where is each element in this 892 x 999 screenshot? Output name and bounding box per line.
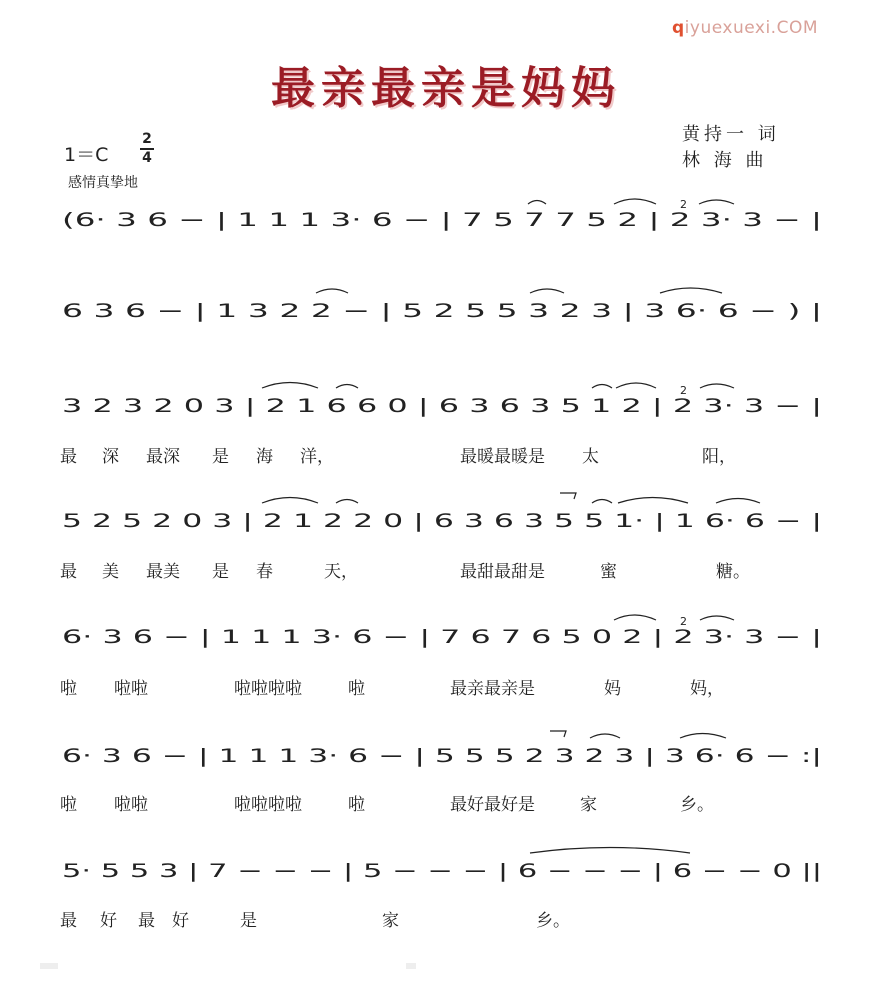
lyricist: 黄持一 词 (682, 124, 780, 145)
lyric-syllable: 最亲最亲是 (450, 679, 535, 699)
slur (262, 383, 318, 389)
tempo-marking: 感情真挚地 (68, 175, 138, 191)
composer: 林 海 曲 (682, 150, 768, 171)
lyric-syllable: 最深 (146, 447, 180, 467)
lyric-syllable: 最暖最暖是 (460, 447, 545, 467)
slur (660, 288, 722, 293)
lyric-syllable: 家 (580, 795, 597, 815)
slur (262, 498, 318, 504)
lyric-syllable: 好 (172, 911, 189, 931)
slur (592, 500, 612, 504)
song-title: 最亲最亲是妈妈 (271, 63, 621, 114)
slur (614, 199, 656, 204)
slur (618, 498, 688, 504)
score-row-2: 6 3 6 − | 1 3 2 2 − | 5 2 5 5 3 2 3 | 3 6· 6 − ) | (62, 300, 822, 322)
lyric-syllable: 最 (60, 562, 77, 582)
slur (700, 616, 734, 620)
lyric-syllable: 最甜最甜是 (460, 562, 545, 582)
score-row-4: 5 2 5 2 0 3 | 2 1 2 2 0 | 6 3 6 3 5 5 1· | 1 6· 6 − | (62, 510, 822, 532)
lyric-syllable: 太 (582, 447, 599, 467)
lyric-syllable: 乡。 (680, 795, 714, 815)
time-numerator: 2 (142, 131, 152, 147)
slur (616, 383, 656, 388)
grace-note: 2 (680, 384, 687, 397)
score-row-6: 6· 3 6 − | 1 1 1 3· 6 − | 5 5 5 2 3 2 3 | 3 6· 6 − :| (62, 745, 822, 767)
lyric-syllable: 啦啦啦啦 (234, 795, 302, 815)
lyric-syllable: 妈， (690, 679, 724, 699)
slur (699, 200, 734, 204)
lyric-syllable: 乡。 (536, 911, 570, 931)
slur (530, 848, 690, 854)
lyric-syllable: 春 (256, 562, 273, 582)
slur (530, 289, 564, 293)
score-row-1: (6· 3 6 − | 1 1 1 3· 6 − | 7 5 7 7 5 2 | 2 3· 3 − | (62, 209, 822, 231)
breath-arrow (550, 731, 566, 737)
score-row-7: 5· 5 5 3 | 7 − − − | 5 − − − | 6 − − − | 6 − − 0 || (62, 860, 822, 882)
slur (336, 500, 358, 504)
lyric-syllable: 最好最好是 (450, 795, 535, 815)
site-watermark: qiyuexuexi.COM (672, 18, 818, 38)
lyric-syllable: 啦啦啦啦 (234, 679, 302, 699)
lyric-syllable: 家 (382, 911, 399, 931)
time-denominator: 4 (142, 149, 152, 166)
lyric-syllable: 洋， (300, 447, 334, 467)
lyric-syllable: 啦 (60, 679, 77, 699)
lyric-syllable: 最 (60, 911, 77, 931)
lyric-syllable: 天， (324, 562, 358, 582)
lyric-syllable: 好 (100, 911, 117, 931)
lyric-syllable: 深 (102, 447, 119, 467)
slur (336, 385, 358, 389)
slur (680, 734, 726, 739)
slur (716, 499, 760, 504)
lyric-syllable: 海 (256, 447, 273, 467)
scan-smudge (406, 963, 416, 969)
lyric-syllable: 啦啦 (114, 795, 148, 815)
breath-arrow (560, 493, 576, 499)
slur (592, 385, 612, 389)
lyric-syllable: 是 (240, 911, 257, 931)
lyric-syllable: 最 (138, 911, 155, 931)
score-row-3: 3 2 3 2 0 3 | 2 1 6 6 0 | 6 3 6 3 5 1 2 | 2 3· 3 − | (62, 395, 822, 417)
grace-note: 2 (680, 198, 687, 211)
slur (316, 289, 348, 293)
score-row-5: 6· 3 6 − | 1 1 1 3· 6 − | 7 6 7 6 5 0 2 | 2 3· 3 − | (62, 626, 822, 648)
lyric-syllable: 糖。 (716, 562, 750, 582)
lyric-syllable: 妈 (604, 679, 621, 699)
lyric-syllable: 啦 (348, 679, 365, 699)
grace-note: 2 (680, 615, 687, 628)
lyric-syllable: 是 (212, 562, 229, 582)
lyric-syllable: 是 (212, 447, 229, 467)
slur (528, 201, 546, 205)
lyric-syllable: 最美 (146, 562, 180, 582)
lyric-syllable: 美 (102, 562, 119, 582)
slur (590, 734, 620, 738)
key-signature: 1＝C (64, 144, 109, 166)
scan-smudge (40, 963, 58, 969)
slur (700, 384, 734, 388)
lyric-syllable: 阳， (702, 447, 736, 467)
lyric-syllable: 最 (60, 447, 77, 467)
slur (614, 615, 656, 620)
lyric-syllable: 啦 (348, 795, 365, 815)
lyric-syllable: 啦 (60, 795, 77, 815)
lyric-syllable: 啦啦 (114, 679, 148, 699)
lyric-syllable: 蜜 (600, 562, 617, 582)
